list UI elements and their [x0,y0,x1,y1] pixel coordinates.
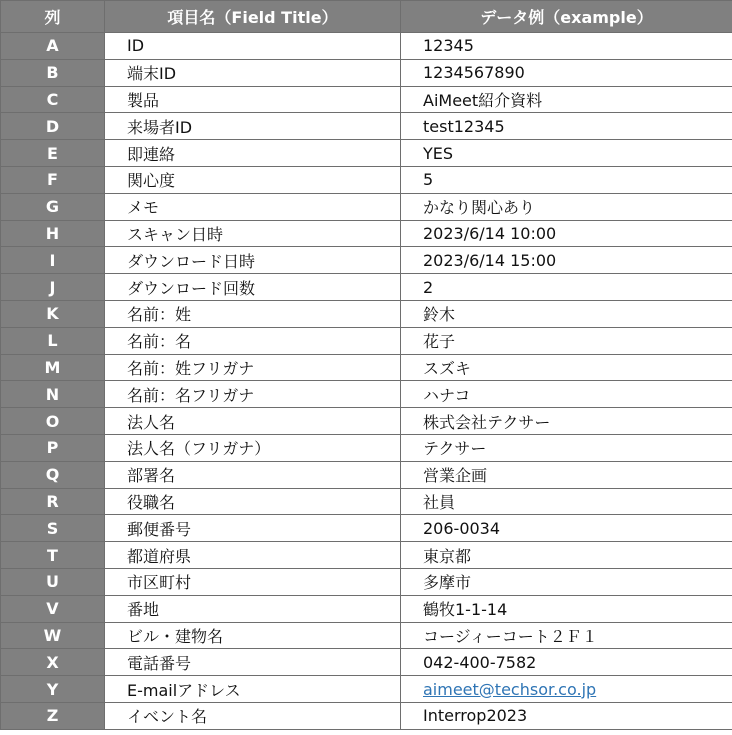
table-row [1,595,732,622]
table-header [1,1,732,33]
field-title-cell: 法人名（フリガナ） [105,434,401,461]
table-row [1,354,732,381]
example-value-cell: 社員 [401,488,732,515]
column-letter: G [1,193,105,220]
field-title-cell: ID [105,33,401,60]
field-title-cell: 法人名 [105,408,401,435]
field-title-cell: イベント名 [105,702,401,729]
column-letter: R [1,488,105,515]
example-value-cell: 2023/6/14 15:00 [401,247,732,274]
table-row [1,542,732,569]
table-row [1,461,732,488]
column-letter: E [1,140,105,167]
field-title-cell: 都道府県 [105,542,401,569]
example-value-cell: 12345 [401,33,732,60]
field-title-cell: 端末ID [105,59,401,86]
column-letter: V [1,595,105,622]
field-title-cell: 関心度 [105,166,401,193]
table-row [1,408,732,435]
example-value-cell: AiMeet紹介資料 [401,86,732,113]
table-row [1,327,732,354]
example-value-cell: 2 [401,274,732,301]
table-row [1,434,732,461]
column-letter: L [1,327,105,354]
field-title-cell: ダウンロード日時 [105,247,401,274]
example-value-cell: 花子 [401,327,732,354]
column-letter: U [1,568,105,595]
example-value-cell: テクサー [401,434,732,461]
header-column-letter: 列 [1,1,105,33]
example-value-cell: YES [401,140,732,167]
table-row [1,515,732,542]
column-letter: A [1,33,105,60]
column-letter: C [1,86,105,113]
column-letter: N [1,381,105,408]
column-letter: M [1,354,105,381]
example-value-cell: ハナコ [401,381,732,408]
example-value-cell: test12345 [401,113,732,140]
header-example: データ例（example） [401,1,732,33]
email-link[interactable]: aimeet@techsor.co.jp [423,679,597,699]
example-value-cell: 鶴牧1-1-14 [401,595,732,622]
table-row [1,166,732,193]
example-value-cell: かなり関心あり [401,193,732,220]
table-row [1,274,732,301]
column-letter: O [1,408,105,435]
example-value-cell [401,676,732,703]
field-title-cell: 名前：姓 [105,300,401,327]
column-letter: D [1,113,105,140]
column-letter: I [1,247,105,274]
field-title-cell: 市区町村 [105,568,401,595]
table-row [1,247,732,274]
table-row [1,86,732,113]
table-row [1,220,732,247]
field-title-cell: 来場者ID [105,113,401,140]
table-body [1,33,732,730]
table-row [1,488,732,515]
column-letter: Q [1,461,105,488]
field-title-cell: 名前：名フリガナ [105,381,401,408]
column-letter: F [1,166,105,193]
table-row [1,568,732,595]
header-row [1,1,732,33]
column-letter: Z [1,702,105,729]
field-title-cell: 役職名 [105,488,401,515]
column-letter: W [1,622,105,649]
example-value-cell: 1234567890 [401,59,732,86]
field-title-cell: E-mailアドレス [105,676,401,703]
table-row [1,649,732,676]
field-title-cell: 部署名 [105,461,401,488]
column-letter: K [1,300,105,327]
column-letter: Y [1,676,105,703]
field-title-cell: 郵便番号 [105,515,401,542]
field-title-cell: 番地 [105,595,401,622]
field-title-cell: メモ [105,193,401,220]
field-title-cell: 製品 [105,86,401,113]
example-value-cell: 東京都 [401,542,732,569]
field-title-cell: 即連絡 [105,140,401,167]
example-value-cell: 営業企画 [401,461,732,488]
example-value-cell: 株式会社テクサー [401,408,732,435]
example-value-cell: コージィーコート２Ｆ１ [401,622,732,649]
field-title-cell: 電話番号 [105,649,401,676]
example-value-cell: 042-400-7582 [401,649,732,676]
table-row [1,676,732,703]
example-value-cell: 5 [401,166,732,193]
table-row [1,113,732,140]
table-row [1,622,732,649]
column-letter: B [1,59,105,86]
table-row [1,193,732,220]
example-value-cell: 2023/6/14 10:00 [401,220,732,247]
example-value-cell: 多摩市 [401,568,732,595]
table-row [1,381,732,408]
example-value-cell: Interrop2023 [401,702,732,729]
table-row [1,702,732,729]
example-value-cell: 鈴木 [401,300,732,327]
column-letter: S [1,515,105,542]
column-letter: X [1,649,105,676]
table-row [1,140,732,167]
table-row [1,59,732,86]
table-row [1,33,732,60]
field-title-cell: 名前：名 [105,327,401,354]
example-value-cell: スズキ [401,354,732,381]
column-letter: J [1,274,105,301]
field-title-cell: ビル・建物名 [105,622,401,649]
field-title-cell: スキャン日時 [105,220,401,247]
column-letter: H [1,220,105,247]
column-letter: P [1,434,105,461]
example-value-cell: 206-0034 [401,515,732,542]
field-title-cell: ダウンロード回数 [105,274,401,301]
header-field-title: 項目名（Field Title） [105,1,401,33]
column-letter: T [1,542,105,569]
field-title-cell: 名前：姓フリガナ [105,354,401,381]
table-row [1,300,732,327]
